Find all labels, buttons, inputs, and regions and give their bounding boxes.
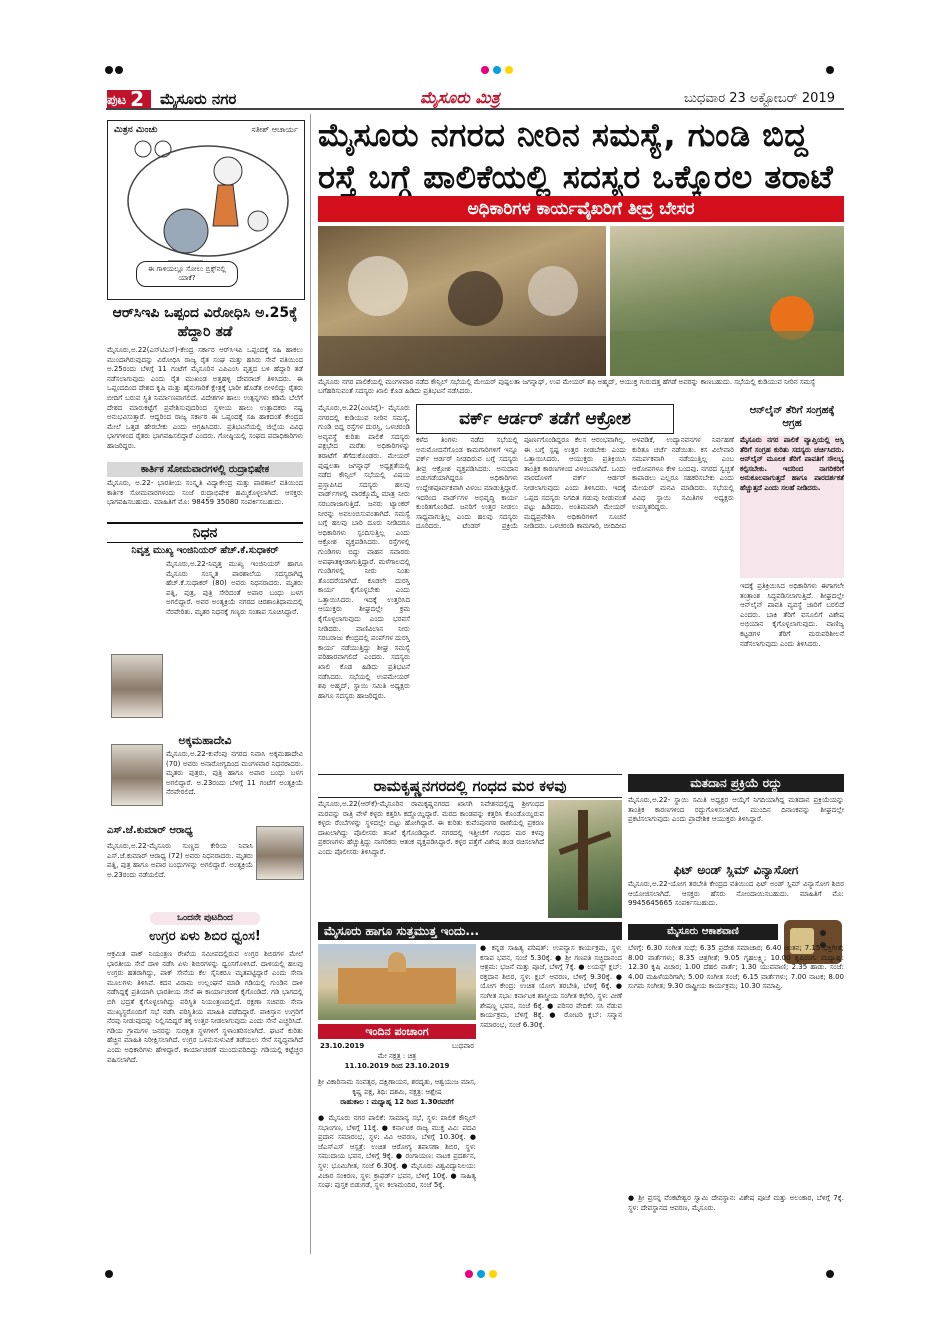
- page-label: ಪುಟ: [107, 93, 127, 108]
- registration-mark: [826, 1270, 834, 1278]
- panchanga-title: ಇಂದಿನ ಪಂಚಾಂಗ: [318, 1024, 476, 1039]
- today-header: [318, 922, 622, 940]
- masthead: ಮೈಸೂರು ಮಿತ್ರ: [420, 88, 500, 107]
- radio-header: [628, 924, 778, 940]
- terror-camps-body: ಆಕ್ರಮಿತ ಪಾಕ್ ನಿಯಂತ್ರಣ ರೇಖೆಯ ಸಮೀಪದಲ್ಲಿರುವ ಉಗ್ರರ ಶಿಬಿರಗಳ ಮೇಲೆ ಭಾರತೀಯ ಸೇನೆ ದಾಳಿ ನಡೆಸಿ ಏಳು ಶಿಬಿರಗಳನ್ನು ಧ್ವಂಸಗೊಳಿಸಿದೆ. ದಾಳಿಯಲ್ಲಿ ಹಲವು ಉಗ್ರರು ಹತರಾಗಿದ್ದು, ಪಾಕ್ ಸೇನೆಯ ಕೆಲ ಸೈನಿಕರೂ ಮೃತಪಟ್ಟಿದ್ದಾರೆ ಎಂದು ಸೇನಾ ಮೂಲಗಳು ತಿಳಿಸಿವೆ. ಕದನ ವಿರಾಮ ಉಲ್ಲಂಘನೆ ಮಾಡಿ ಗಡಿಯಲ್ಲಿ ಗುಂಡಿನ ದಾಳಿ ನಡೆಸಿದ್ದಕ್ಕೆ ಪ್ರತಿಯಾಗಿ ಭಾರತೀಯ ಸೇನೆ ಈ ಕಾರ್ಯಾಚರಣೆ ಕೈಗೊಂಡಿದೆ. ಗಡಿ ಭಾಗದಲ್ಲಿ ಬಿಗಿ ಭದ್ರತೆ ಕೈಗೊಳ್ಳಲಾಗಿದ್ದು ಪರಿಸ್ಥಿತಿ ನಿಯಂತ್ರಣದಲ್ಲಿದೆ. ರಕ್ಷಣಾ ಸಚಿವರು ಸೇನಾ ಮುಖ್ಯಸ್ಥರೊಂದಿಗೆ ಸಭೆ ನಡೆಸಿ ಪರಿಸ್ಥಿತಿಯ ಮಾಹಿತಿ ಪಡೆದಿದ್ದಾರೆ. ಪಾಕಿಸ್ತಾನ ಉಗ್ರರಿಗೆ ನೆರವು ನೀಡುವುದನ್ನು ನಿಲ್ಲಿಸದಿದ್ದರೆ ತಕ್ಕ ಉತ್ತರ ನೀಡಲಾಗುವುದು ಎಂದು ಸೇನೆ ಎಚ್ಚರಿಸಿದೆ. ಗಡಿಯ ಗ್ರಾಮಗಳ ಜನರನ್ನು ಸುರಕ್ಷಿತ ಸ್ಥಳಗಳಿಗೆ ಸ್ಥಳಾಂತರಿಸಲಾಗಿದೆ. ಘಟನೆ ಕುರಿತು ಹೆಚ್ಚಿನ ಮಾಹಿತಿ ನಿರೀಕ್ಷಿಸಲಾಗಿದೆ. ಉಗ್ರರ ಒಳನುಸುಳುವಿಕೆ ತಡೆಯಲು ಸೇನೆ ಸನ್ನದ್ಧವಾಗಿದೆ ಎಂದು ಅಧಿಕಾರಿಗಳು ಹೇಳಿದ್ದಾರೆ. ಕಾರ್ಯಾಚರಣೆ ಮುಂದುವರಿದಿದ್ದು ಗಡಿಯಲ್ಲಿ ಕಟ್ಟೆಚ್ಚರ ವಹಿಸಲಾಗಿದೆ.: [107, 950, 303, 1064]
- rahukala: ರಾಹುಕಾಲ : ಮಧ್ಯಾಹ್ನ 12 ರಿಂದ 1.30ರವರೆಗೆ: [340, 1098, 454, 1106]
- continued-tag: ಒಂದನೇ ಪುಟದಿಂದ: [150, 912, 260, 925]
- temple-event: ● ಶ್ರೀ ಪ್ರಸನ್ನ ವೆಂಕಟೇಶ್ವರ ಸ್ವಾಮಿ ದೇವಸ್ಥಾನ: ವಿಶೇಷ ಪೂಜೆ ಮತ್ತು ಅಲಂಕಾರ, ಬೆಳಿಗ್ಗೆ 7ಕ್ಕೆ. ಸ್ಥಳ: ದೇವಸ್ಥಾನದ ಆವರಣ, ಮೈಸೂರು.: [628, 1194, 844, 1212]
- terror-camps-headline: ಉಗ್ರರ ಏಳು ಶಿಬಿರ ಧ್ವಂಸ!: [149, 929, 261, 944]
- online-tax-highlight: ಮೈಸೂರು ನಗರ ಪಾಲಿಕೆ ವ್ಯಾಪ್ತಿಯಲ್ಲಿ ಆಸ್ತಿ ತೆರಿಗೆ ಸಂಗ್ರಹ ಕುರಿತು ಸದಸ್ಯರು ಚರ್ಚಿಸಿದರು. ಆನ್‌ಲೈನ್ ಮೂಲಕ ತೆರಿಗೆ ಪಾವತಿಗೆ ಸೌಲಭ್ಯ ಕಲ್ಪಿಸಬೇಕು. ಇದರಿಂದ ನಾಗರಿಕರಿಗೆ ಅನುಕೂಲವಾಗುತ್ತದೆ ಹಾಗೂ ಪಾರದರ್ಶಕತೆ ಹೆಚ್ಚುತ್ತದೆ ಎಂದು ಸಲಹೆ ನೀಡಿದರು.: [740, 436, 844, 578]
- registration-mark: [115, 66, 123, 74]
- sandalwood-body: ಮೈಸೂರು,ಅ.22(ಆರ್‌ಕೆ)-ಮೈಸೂರಿನ ರಾಮಕೃಷ್ಣನಗರದ ಖಾಸಗಿ ನಿವೇಶನದಲ್ಲಿದ್ದ ಶ್ರೀಗಂಧದ ಮರವನ್ನು ರಾತ್ರಿ ವೇಳೆ ಕಳ್ಳರು ಕತ್ತರಿಸಿ ಕದ್ದೊಯ್ದಿದ್ದಾರೆ. ಮರದ ಕಾಂಡವನ್ನು ಕತ್ತರಿಸಿ ಕೊಂಡೊಯ್ದಿರುವ ಕಳ್ಳರು ರೆಂಬೆಗಳನ್ನು ಸ್ಥಳದಲ್ಲೇ ಬಿಟ್ಟು ಹೋಗಿದ್ದಾರೆ. ಈ ಕುರಿತು ಕುವೆಂಪುನಗರ ಠಾಣೆಯಲ್ಲಿ ಪ್ರಕರಣ ದಾಖಲಾಗಿದ್ದು ಪೊಲೀಸರು ತನಿಖೆ ಕೈಗೊಂಡಿದ್ದಾರೆ. ನಗರದಲ್ಲಿ ಇತ್ತೀಚೆಗೆ ಗಂಧದ ಮರ ಕಳವು ಪ್ರಕರಣಗಳು ಹೆಚ್ಚುತ್ತಿದ್ದು ನಾಗರಿಕರು ಆತಂಕ ವ್ಯಕ್ತಪಡಿಸಿದ್ದಾರೆ. ಕಳ್ಳರ ಪತ್ತೆಗೆ ವಿಶೇಷ ತಂಡ ರಚಿಸಲಾಗಿದೆ ಎಂದು ಪೊಲೀಸರು ತಿಳಿಸಿದ್ದಾರೆ.: [318, 800, 544, 856]
- today-header-text: ಮೈಸೂರು ಹಾಗೂ ಸುತ್ತಮುತ್ತ ಇಂದು...: [324, 924, 480, 938]
- panchanga-body: ಶ್ರೀ ವಿಕಾರಿನಾಮ ಸಂವತ್ಸರ, ದಕ್ಷಿಣಾಯನ, ಶರದೃತು, ಆಶ್ವಯುಜ ಮಾಸ, ಕೃಷ್ಣ ಪಕ್ಷ, ತಿಥಿ: ದಶಮಿ, ನಕ್ಷತ್ರ: ಆಶ್ಲೇಷ: [318, 1078, 476, 1096]
- obituary3-body: ಮೈಸೂರು,ಅ.22-ಮೈಸೂರು ಸುಣ್ಣದ ಕೇರಿಯ ನಿವಾಸಿ ಎಸ್.ಜೆ.ಕುಮಾರ್ ಆರಾಧ್ಯ (72) ಅವರು ನಿಧನರಾದರು. ಮೃತರು ಪತ್ನಿ, ಪುತ್ರ ಹಾಗೂ ಅಪಾರ ಬಂಧುಗಳನ್ನು ಅಗಲಿದ್ದಾರೆ. ಅಂತ್ಯಕ್ರಿಯೆ ಅ.23ರಂದು ನಡೆಯಲಿದೆ.: [107, 842, 253, 879]
- rcep-body: ಮೈಸೂರು,ಅ.22(ಎಸ್‌ಟಿಎಸ್)-ಕೇಂದ್ರ ಸರ್ಕಾರ ಆರ್‌ಸಿಇಪಿ ಒಪ್ಪಂದಕ್ಕೆ ಸಹಿ ಹಾಕಲು ಮುಂದಾಗಿರುವುದನ್ನು ವಿರೋಧಿಸಿ ರಾಜ್ಯ ರೈತ ಸಂಘ ಮತ್ತು ಹಸಿರು ಸೇನೆ ವತಿಯಿಂದ ಅ.25ರಂದು ಬೆಳಿಗ್ಗೆ 11 ಗಂಟೆಗೆ ಮೈಸೂರಿನ ಎಪಿಎಂಸಿ ವೃತ್ತದ ಬಳಿ ಹೆದ್ದಾರಿ ತಡೆ ನಡೆಸಲಾಗುವುದು ಎಂದು ರೈತ ಮುಖಂಡ ಅತ್ತಹಳ್ಳಿ ದೇವರಾಜ್ ತಿಳಿಸಿದರು. ಈ ಒಪ್ಪಂದದಿಂದ ದೇಶದ ಕೃಷಿ ಮತ್ತು ಹೈನುಗಾರಿಕೆ ಕ್ಷೇತ್ರಕ್ಕೆ ಭಾರೀ ಹೊಡೆತ ಬೀಳಲಿದ್ದು ರೈತರು ಬೀದಿಗೆ ಬರುವ ಸ್ಥಿತಿ ನಿರ್ಮಾಣವಾಗಲಿದೆ. ವಿದೇಶಗಳ ಹಾಲು ಉತ್ಪನ್ನಗಳು ಕಡಿಮೆ ಬೆಲೆಗೆ ದೇಶದ ಮಾರುಕಟ್ಟೆಗೆ ಪ್ರವೇಶಿಸುವುದರಿಂದ ಸ್ಥಳೀಯ ಹಾಲು ಉತ್ಪಾದಕರು ನಷ್ಟ ಅನುಭವಿಸುತ್ತಾರೆ. ಆದ್ದರಿಂದ ರಾಜ್ಯ ಸರ್ಕಾರ ಈ ಒಪ್ಪಂದಕ್ಕೆ ಸಹಿ ಹಾಕದಂತೆ ಕೇಂದ್ರದ ಮೇಲೆ ಒತ್ತಡ ಹೇರಬೇಕು ಎಂದು ಆಗ್ರಹಿಸಿದರು. ಪ್ರತಿಭಟನೆಯಲ್ಲಿ ಜಿಲ್ಲೆಯ ವಿವಿಧ ಭಾಗಗಳಿಂದ ರೈತರು ಭಾಗವಹಿಸಲಿದ್ದಾರೆ ಎಂದರು. ಗೋಷ್ಠಿಯಲ್ಲಿ ಸಂಘದ ಪದಾಧಿಕಾರಿಗಳು ಹಾಜರಿದ್ದರು.: [107, 346, 303, 450]
- panchanga-time: 11.10.2019 ರಿಂದ 23.10.2019: [344, 1062, 450, 1070]
- online-tax-headline: ಆನ್‌ಲೈನ್ ತೆರಿಗೆ ಸಂಗ್ರಹಕ್ಕೆ ಆಗ್ರಹ: [749, 405, 835, 429]
- lead-headline-line2: ರಸ್ತೆ ಬಗ್ಗೆ ಪಾಲಿಕೆಯಲ್ಲಿ ಸದಸ್ಯರ ಒಕ್ಕೊರಲ ತರಾಟೆ: [318, 158, 834, 196]
- rcep-headline: ಆರ್‌ಸಿಇಪಿ ಒಪ್ಪಂದ ವಿರೋಧಿಸಿ ಅ.25ಕ್ಕೆ ಹೆದ್ದಾರಿ ತಡೆ: [112, 305, 298, 340]
- registration-mark: [477, 1270, 485, 1278]
- registration-mark: [105, 1270, 113, 1278]
- radio-schedule: ಬೆಳಗ್ಗೆ: 6.30 ಸಂಗೀತ ಸುಧೆ; 6.35 ಪ್ರದೇಶ ಸಮಾಚಾರ; 6.40 ಚಿಂತನ; 7.15 ಭಕ್ತಿಗೀತೆ; 8.00 ವಾರ್ತೆಗಳು; 8.35 ಚಿತ್ರಗೀತೆ; 9.05 ಗೃಹಲಕ್ಷ್ಮಿ; 10.00 ಕೃಷಿರಂಗ. ಮಧ್ಯಾಹ್ನ: 12.30 ಕೃಷಿ ವಿಚಾರ; 1.00 ದೆಹಲಿ ವಾರ್ತೆ; 1.30 ಯುವವಾಣಿ; 2.35 ಹಾಡು. ಸಂಜೆ: 4.00 ಮಹಿಳೆಯರಿಗಾಗಿ; 5.00 ಸಂಗೀತ ಸಂಜೆ; 6.15 ವಾರ್ತೆಗಳು; 7.00 ನಾಟಕ; 8.00 ಸುಗಮ ಸಂಗೀತ; 9.30 ರಾಷ್ಟ್ರೀಯ ಕಾರ್ಯಕ್ರಮ; 10.30 ಸಮಾಪ್ತಿ.: [628, 944, 844, 991]
- protest-photo: [610, 226, 844, 376]
- work-order-headline-text: ವರ್ಕ್ ಆರ್ಡರ್ ತಡೆಗೆ ಆಕ್ರೋಶ: [459, 409, 631, 429]
- rudrabhisheka-body: ಮೈಸೂರು, ಅ.22- ಭಾರತೀಯ ಸಂಸ್ಕೃತಿ ವಿದ್ಯಾಕೇಂದ್ರ ಮತ್ತು ಪಾಠಶಾಲೆ ವತಿಯಿಂದ ಕಾರ್ತಿಕ ಸೋಮವಾರಗಳಂದು ಸಂಜೆ ರುದ್ರಾಭಿಷೇಕ ಹಮ್ಮಿಕೊಳ್ಳಲಾಗಿದೆ. ಆಸಕ್ತರು ಭಾಗವಹಿಸಬಹುದು. ಮಾಹಿತಿಗೆ ಮೊ: 98459 35080 ಸಂಪರ್ಕಿಸಬಹುದು.: [107, 479, 303, 507]
- mysore-palace-photo: [318, 944, 476, 1020]
- cartoon-panel: [107, 120, 305, 300]
- obituary3-portrait: [256, 826, 304, 880]
- obituary2-portrait: [111, 744, 163, 806]
- registration-mark: [826, 66, 834, 74]
- obituary3-name: ಎಸ್.ಜೆ.ಕುಮಾರ್ ಆರಾಧ್ಯ: [107, 825, 193, 836]
- lead-headline: [318, 114, 844, 198]
- yoga-headline: ಫಿಟ್ ಅಂಡ್ ಸ್ಲಿಮ್ ವಿನ್ಯಾಸೋಗ: [673, 863, 799, 877]
- registration-mark: [489, 1270, 497, 1278]
- events-list-left: ● ಮೈಸೂರು ನಗರ ಪಾಲಿಕೆ: ಸಾಮಾನ್ಯ ಸಭೆ, ಸ್ಥಳ: ಪಾಲಿಕೆ ಕೌನ್ಸಿಲ್ ಸಭಾಂಗಣ, ಬೆಳಿಗ್ಗೆ 11ಕ್ಕೆ. ● ಕರ್ನಾಟಕ ರಾಜ್ಯ ಮುಕ್ತ ವಿವಿ: ಪದವಿ ಪ್ರದಾನ ಸಮಾರಂಭ, ಸ್ಥಳ: ವಿವಿ ಆವರಣ, ಬೆಳಿಗ್ಗೆ 10.30ಕ್ಕೆ. ● ಜೆಎಸ್‌ಎಸ್ ಆಸ್ಪತ್ರೆ: ಉಚಿತ ಆರೋಗ್ಯ ತಪಾಸಣಾ ಶಿಬಿರ, ಸ್ಥಳ: ಸಮುದಾಯ ಭವನ, ಬೆಳಿಗ್ಗೆ 9ಕ್ಕೆ. ● ರಂಗಾಯಣ: ನಾಟಕ ಪ್ರದರ್ಶನ, ಸ್ಥಳ: ಭೂಮಿಗೀತ, ಸಂಜೆ 6.30ಕ್ಕೆ. ● ಮೈಸೂರು ವಿಶ್ವವಿದ್ಯಾನಿಲಯ: ವಿಚಾರ ಸಂಕಿರಣ, ಸ್ಥಳ: ಕ್ರಾಫರ್ಡ್ ಭವನ, ಬೆಳಿಗ್ಗೆ 10ಕ್ಕೆ. ● ಸಾಹಿತ್ಯ ಸಂಘ: ಪುಸ್ತಕ ಬಿಡುಗಡೆ, ಸ್ಥಳ: ಕಲಾಮಂದಿರ, ಸಂಜೆ 5ಕ್ಕೆ.: [318, 1114, 476, 1190]
- panchanga-day: ಬುಧವಾರ: [451, 1042, 474, 1050]
- issue-date: ಬುಧವಾರ 23 ಅಕ್ಟೋಬರ್ 2019: [684, 91, 835, 106]
- cartoon-speech-text: ಈ ಗಾಳಿಯಲ್ಲೂ ಸೋಲು ಬ್ರಿಕ್ಸ್‌ನಲ್ಲಿ ಯಾಕೆ?: [148, 265, 226, 282]
- obituary1-portrait: [111, 654, 163, 718]
- column-rule: [310, 114, 311, 1254]
- lead-subheadline: ಅಧಿಕಾರಿಗಳ ಕಾರ್ಯವೈಖರಿಗೆ ತೀವ್ರ ಬೇಸರ: [318, 196, 844, 222]
- page-number: 2: [130, 87, 144, 111]
- registration-mark: [505, 66, 513, 74]
- lead-body: ಮೈಸೂರು,ಅ.22(ಎಂಟಿವೈ)- ಮೈಸೂರು ನಗರದಲ್ಲಿ ಕುಡಿಯುವ ನೀರಿನ ಸಮಸ್ಯೆ, ಗುಂಡಿ ಬಿದ್ದ ರಸ್ತೆಗಳ ದುರಸ್ತಿ, ಒಳಚರಂಡಿ ಅವ್ಯವಸ್ಥೆ ಕುರಿತು ಪಾಲಿಕೆ ಸದಸ್ಯರು ಪಕ್ಷಭೇದ ಮರೆತು ಅಧಿಕಾರಿಗಳನ್ನು ತರಾಟೆಗೆ ತೆಗೆದುಕೊಂಡರು. ಮೇಯರ್ ಪುಷ್ಪಲತಾ ಜಗನ್ನಾಥ್ ಅಧ್ಯಕ್ಷತೆಯಲ್ಲಿ ನಡೆದ ಕೌನ್ಸಿಲ್ ಸಭೆಯಲ್ಲಿ ವಿಷಯ ಪ್ರಸ್ತಾಪಿಸಿದ ಸದಸ್ಯರು ಹಲವು ವಾರ್ಡ್‌ಗಳಲ್ಲಿ ವಾರಕ್ಕೊಮ್ಮೆ ಮಾತ್ರ ನೀರು ಸರಬರಾಜಾಗುತ್ತಿದೆ. ಜನರು ಟ್ಯಾಂಕರ್ ನೀರನ್ನು ಅವಲಂಬಿಸುವಂತಾಗಿದೆ. ಸಮಸ್ಯೆ ಬಗ್ಗೆ ಹಲವು ಬಾರಿ ದೂರು ನೀಡಿದರೂ ಅಧಿಕಾರಿಗಳು ಸ್ಪಂದಿಸುತ್ತಿಲ್ಲ ಎಂದು ಆಕ್ರೋಶ ವ್ಯಕ್ತಪಡಿಸಿದರು. ರಸ್ತೆಗಳಲ್ಲಿ ಗುಂಡಿಗಳು ಬಿದ್ದು ವಾಹನ ಸವಾರರು ಅಪಘಾತಕ್ಕೀಡಾಗುತ್ತಿದ್ದಾರೆ. ಮಳೆಗಾಲದಲ್ಲಿ ಗುಂಡಿಗಳಲ್ಲಿ ನೀರು ನಿಂತು ತೊಂದರೆಯಾಗಿದೆ. ಕೂಡಲೇ ದುರಸ್ತಿ ಕಾರ್ಯ ಕೈಗೊಳ್ಳಬೇಕು ಎಂದು ಒತ್ತಾಯಿಸಿದರು. ಇದಕ್ಕೆ ಉತ್ತರಿಸಿದ ಆಯುಕ್ತರು ಶೀಘ್ರದಲ್ಲೇ ಕ್ರಮ ಕೈಗೊಳ್ಳಲಾಗುವುದು ಎಂದು ಭರವಸೆ ನೀಡಿದರು. ವಾಣಿವಿಲಾಸ ನೀರು ಸರಬರಾಜು ಕೇಂದ್ರದಲ್ಲಿ ಪಂಪ್‌ಗಳ ದುರಸ್ತಿ ಕಾರ್ಯ ನಡೆಯುತ್ತಿದ್ದು ಶೀಘ್ರ ಸಮಸ್ಯೆ ಪರಿಹಾರವಾಗಲಿದೆ ಎಂದರು. ಸದಸ್ಯರು ಖಾಲಿ ಕೊಡ ಹಿಡಿದು ಪ್ರತಿಭಟನೆ ನಡೆಸಿದರು. ಸಭೆಯಲ್ಲಿ ಉಪಮೇಯರ್ ಶಫಿ ಅಹ್ಮದ್, ಸ್ಥಾಯಿ ಸಮಿತಿ ಅಧ್ಯಕ್ಷರು ಹಾಗೂ ಸದಸ್ಯರು ಹಾಜರಿದ್ದರು.: [318, 404, 410, 700]
- cartoon-artist: ಸತೀಶ್ ಆಚಾರ್ಯ: [251, 125, 298, 134]
- online-tax-body: ಇದಕ್ಕೆ ಪ್ರತಿಕ್ರಿಯಿಸಿದ ಅಧಿಕಾರಿಗಳು ಈಗಾಗಲೇ ತಂತ್ರಾಂಶ ಸಿದ್ಧಪಡಿಸಲಾಗುತ್ತಿದೆ. ಶೀಘ್ರದಲ್ಲೇ ಆನ್‌ಲೈನ್ ಪಾವತಿ ವ್ಯವಸ್ಥೆ ಜಾರಿಗೆ ಬರಲಿದೆ ಎಂದರು. ಬಾಕಿ ತೆರಿಗೆ ವಸೂಲಿಗೆ ವಿಶೇಷ ಅಭಿಯಾನ ಕೈಗೊಳ್ಳಲಾಗುವುದು. ವಾಣಿಜ್ಯ ಕಟ್ಟಡಗಳ ತೆರಿಗೆ ಮರುಪರಿಶೀಲನೆ ನಡೆಸಲಾಗುವುದು ಎಂದು ತಿಳಿಸಿದರು.: [740, 582, 844, 648]
- sandalwood-tree-photo: [548, 800, 622, 918]
- registration-mark: [105, 66, 113, 74]
- lead-photo-caption: ಮೈಸೂರು ನಗರ ಪಾಲಿಕೆಯಲ್ಲಿ ಮಂಗಳವಾರ ನಡೆದ ಕೌನ್ಸಿಲ್ ಸಭೆಯಲ್ಲಿ ಮೇಯರ್ ಪುಷ್ಪಲತಾ ಜಗನ್ನಾಥ್, ಉಪ ಮೇಯರ್ ಶಫಿ ಅಹ್ಮದ್, ಆಯುಕ್ತ ಗುರುದತ್ತ ಹೆಗಡೆ ಅವರನ್ನು ಕಾಣಬಹುದು. ಸಭೆಯಲ್ಲಿ ಕುಡಿಯುವ ನೀರಿನ ಸಮಸ್ಯೆ ಬಗೆಹರಿಸುವಂತೆ ಸದಸ್ಯರು ಖಾಲಿ ಕೊಡ ಹಿಡಿದು ಪ್ರತಿಭಟನೆ ನಡೆಸಿದರು.: [318, 378, 816, 395]
- council-meeting-photo: [318, 226, 606, 376]
- events-list-middle: ● ಕನ್ನಡ ಸಾಹಿತ್ಯ ಪರಿಷತ್: ಉಪನ್ಯಾಸ ಕಾರ್ಯಕ್ರಮ, ಸ್ಥಳ: ಕಸಾಪ ಭವನ, ಸಂಜೆ 5.30ಕ್ಕೆ. ● ಶ್ರೀ ಗಣಪತಿ ಸಚ್ಚಿದಾನಂದ ಆಶ್ರಮ: ಭಜನೆ ಮತ್ತು ಪೂಜೆ, ಬೆಳಿಗ್ಗೆ 7ಕ್ಕೆ. ● ಲಯನ್ಸ್ ಕ್ಲಬ್: ರಕ್ತದಾನ ಶಿಬಿರ, ಸ್ಥಳ: ಕ್ಲಬ್ ಆವರಣ, ಬೆಳಿಗ್ಗೆ 9.30ಕ್ಕೆ. ● ಯೋಗ ಕೇಂದ್ರ: ಉಚಿತ ಯೋಗ ತರಬೇತಿ, ಬೆಳಿಗ್ಗೆ 6ಕ್ಕೆ. ● ಸಂಗೀತ ಸಭಾ: ಕರ್ನಾಟಕ ಶಾಸ್ತ್ರೀಯ ಸಂಗೀತ ಕಛೇರಿ, ಸ್ಥಳ: ವೀಣೆ ಶೇಷಣ್ಣ ಭವನ, ಸಂಜೆ 6ಕ್ಕೆ. ● ಪರಿಸರ ವೇದಿಕೆ: ಸಸಿ ನೆಡುವ ಕಾರ್ಯಕ್ರಮ, ಬೆಳಿಗ್ಗೆ 8ಕ್ಕೆ. ● ರೋಟರಿ ಕ್ಲಬ್: ಸನ್ಮಾನ ಸಮಾರಂಭ, ಸಂಜೆ 6.30ಕ್ಕೆ.: [480, 944, 622, 1029]
- lead-headline-line1: ಮೈಸೂರು ನಗರದ ನೀರಿನ ಸಮಸ್ಯೆ, ಗುಂಡಿ ಬಿದ್ದ: [318, 116, 809, 154]
- vote-cancel-headline-text: ಮತದಾನ ಪ್ರಕ್ರಿಯೆ ರದ್ದು: [690, 776, 782, 790]
- obituary2-name: ಅಕ್ಕಮಹಾದೇವಿ: [178, 734, 232, 747]
- sandalwood-headline: ರಾಮಕೃಷ್ಣನಗರದಲ್ಲಿ ಗಂಧದ ಮರ ಕಳವು: [318, 774, 622, 798]
- panchanga-box: [318, 1024, 476, 1078]
- rudrabhisheka-headline: ಕಾರ್ತಿಕ ಸೋಮವಾರಗಳಲ್ಲಿ ರುದ್ರಾಭಿಷೇಕ: [107, 462, 303, 477]
- section-title: ಮೈಸೂರು ನಗರ: [160, 90, 237, 108]
- vote-cancel-headline: [628, 774, 844, 792]
- panchanga-nakshatra: ಮೇ ನಕ್ಷತ್ರ : ಚಿತ್ರ: [377, 1052, 417, 1060]
- panchanga-date: 23.10.2019: [320, 1042, 365, 1050]
- registration-mark: [493, 66, 501, 74]
- page-number-badge: [107, 87, 151, 111]
- obituary-header: ನಿಧನ: [107, 522, 303, 543]
- radio-header-text: ಮೈಸೂರು ಆಕಾಶವಾಣಿ: [667, 926, 739, 937]
- obituary1-body: ಮೈಸೂರು,ಅ.22-ನಿವೃತ್ತ ಮುಖ್ಯ ಇಂಜಿನಿಯರ್ ಹಾಗೂ ಮೈಸೂರು ಸಂಸ್ಕೃತ ಪಾಠಶಾಲೆಯ ಸದಸ್ಯರಾಗಿದ್ದ ಹೆಚ್.ಕೆ.ಸುಧಾಕರ್ (80) ಅವರು ನಿಧನರಾದರು. ಮೃತರು ಪತ್ನಿ, ಪುತ್ರ, ಪುತ್ರಿ ಸೇರಿದಂತೆ ಅಪಾರ ಬಂಧು ಬಳಗ ಅಗಲಿದ್ದಾರೆ. ಅವರ ಅಂತ್ಯಕ್ರಿಯೆ ನಗರದ ಚಿರಶಾಂತಿಧಾಮದಲ್ಲಿ ನೆರವೇರಿತು. ಮೃತರ ನಿಧನಕ್ಕೆ ಗಣ್ಯರು ಸಂತಾಪ ಸೂಚಿಸಿದ್ದಾರೆ.: [166, 560, 303, 616]
- cartoon-title: ಮಿತ್ರನ ಮಿಂಚು: [114, 125, 158, 135]
- registration-mark: [465, 1270, 473, 1278]
- vote-cancel-body: ಮೈಸೂರು,ಅ.22- ಸ್ಥಾಯಿ ಸಮಿತಿ ಅಧ್ಯಕ್ಷರ ಆಯ್ಕೆಗೆ ನಿಗದಿಯಾಗಿದ್ದ ಮತದಾನ ಪ್ರಕ್ರಿಯೆಯನ್ನು ತಾಂತ್ರಿಕ ಕಾರಣಗಳಿಂದ ರದ್ದುಗೊಳಿಸಲಾಗಿದೆ. ಮುಂದಿನ ದಿನಾಂಕವನ್ನು ಶೀಘ್ರದಲ್ಲೇ ಪ್ರಕಟಿಸಲಾಗುವುದು ಎಂದು ಪ್ರಾದೇಶಿಕ ಆಯುಕ್ತರು ತಿಳಿಸಿದ್ದಾರೆ.: [628, 796, 844, 824]
- work-order-body: ಕಳೆದ ತಿಂಗಳು ನಡೆದ ಸಭೆಯಲ್ಲಿ ಅನುಮೋದನೆಗೊಂಡ ಕಾಮಗಾರಿಗಳಿಗೆ ಇನ್ನೂ ವರ್ಕ್ ಆರ್ಡರ್ ನೀಡದಿರುವ ಬಗ್ಗೆ ಸದಸ್ಯರು ತೀವ್ರ ಆಕ್ರೋಶ ವ್ಯಕ್ತಪಡಿಸಿದರು. ಅನುದಾನ ಬಿಡುಗಡೆಯಾಗಿದ್ದರೂ ಅಧಿಕಾರಿಗಳು ಉದ್ದೇಶಪೂರ್ವಕವಾಗಿ ವಿಳಂಬ ಮಾಡುತ್ತಿದ್ದಾರೆ. ಇದರಿಂದ ವಾರ್ಡ್‌ಗಳ ಅಭಿವೃದ್ಧಿ ಕಾರ್ಯ ಕುಂಠಿತಗೊಂಡಿದೆ. ಜನರಿಗೆ ಉತ್ತರ ನೀಡಲು ಸಾಧ್ಯವಾಗುತ್ತಿಲ್ಲ ಎಂದು ಹಲವು ಸದಸ್ಯರು ದೂರಿದರು. ಟೆಂಡರ್ ಪ್ರಕ್ರಿಯೆ ಪೂರ್ಣಗೊಂಡಿದ್ದರೂ ಕೆಲಸ ಆರಂಭವಾಗಿಲ್ಲ. ಈ ಬಗ್ಗೆ ಸ್ಪಷ್ಟ ಉತ್ತರ ನೀಡಬೇಕು ಎಂದು ಒತ್ತಾಯಿಸಿದರು. ಆಯುಕ್ತರು ಪ್ರತಿಕ್ರಿಯಿಸಿ ತಾಂತ್ರಿಕ ಕಾರಣಗಳಿಂದ ವಿಳಂಬವಾಗಿದೆ. ಒಂದು ವಾರದೊಳಗೆ ವರ್ಕ್ ಆರ್ಡರ್ ನೀಡಲಾಗುವುದು ಎಂದು ತಿಳಿಸಿದರು. ಇದಕ್ಕೆ ಒಪ್ಪದ ಸದಸ್ಯರು ನಿಗದಿತ ಗಡುವು ನೀಡುವಂತೆ ಪಟ್ಟು ಹಿಡಿದರು. ಅಂತಿಮವಾಗಿ ಮೇಯರ್ ಮಧ್ಯಪ್ರವೇಶಿಸಿ ಅಧಿಕಾರಿಗಳಿಗೆ ಸೂಚನೆ ನೀಡಿದರು. ಒಳಚರಂಡಿ ಕಾಮಗಾರಿ, ಬೀದಿದೀಪ ಅಳವಡಿಕೆ, ಉದ್ಯಾನವನಗಳ ನಿರ್ವಹಣೆ ಕುರಿತೂ ಚರ್ಚೆ ನಡೆಯಿತು. ಕಸ ವಿಲೇವಾರಿ ಸಮರ್ಪಕವಾಗಿ ನಡೆಯುತ್ತಿಲ್ಲ ಎಂಬ ಆರೋಪಗಳೂ ಕೇಳಿ ಬಂದವು. ನಗರದ ಸ್ವಚ್ಛತೆ ಕಾಪಾಡಲು ಎಲ್ಲರೂ ಸಹಕರಿಸಬೇಕು ಎಂದು ಮೇಯರ್ ಮನವಿ ಮಾಡಿದರು. ಸಭೆಯಲ್ಲಿ ವಿವಿಧ ಸ್ಥಾಯಿ ಸಮಿತಿಗಳ ಅಧ್ಯಕ್ಷರು ಉಪಸ್ಥಿತರಿದ್ದರು.: [416, 436, 734, 531]
- obituary1-name: ನಿವೃತ್ತ ಮುಖ್ಯ ಇಂಜಿನಿಯರ್ ಹೆಚ್.ಕೆ.ಸುಧಾಕರ್: [131, 545, 279, 556]
- yoga-body: ಮೈಸೂರು,ಅ.22-ಯೋಗ ತರಬೇತಿ ಕೇಂದ್ರದ ವತಿಯಿಂದ ಫಿಟ್ ಅಂಡ್ ಸ್ಲಿಮ್ ವಿನ್ಯಾಸೋಗ ಶಿಬಿರ ಆಯೋಜಿಸಲಾಗಿದೆ. ಆಸಕ್ತರು ಹೆಸರು ನೋಂದಾಯಿಸಬಹುದು. ಮಾಹಿತಿಗೆ ಮೊ: 9945645665 ಸಂಪರ್ಕಿಸಬಹುದು.: [628, 880, 844, 908]
- obituary2-body: ಮೈಸೂರು,ಅ.22-ಕುವೆಂಪು ನಗರದ ನಿವಾಸಿ ಅಕ್ಕಮಹಾದೇವಿ (70) ಅವರು ಅನಾರೋಗ್ಯದಿಂದ ಮಂಗಳವಾರ ನಿಧನರಾದರು. ಮೃತರು ಪುತ್ರರು, ಪುತ್ರಿ ಹಾಗೂ ಅಪಾರ ಬಂಧು ಬಳಗ ಅಗಲಿದ್ದಾರೆ. ಅ.23ರಂದು ಬೆಳಿಗ್ಗೆ 11 ಗಂಟೆಗೆ ಅಂತ್ಯಕ್ರಿಯೆ ನೆರವೇರಲಿದೆ.: [166, 750, 303, 797]
- registration-mark: [481, 66, 489, 74]
- cartoon-speech-bubble: [136, 261, 238, 287]
- work-order-headline: [416, 404, 674, 434]
